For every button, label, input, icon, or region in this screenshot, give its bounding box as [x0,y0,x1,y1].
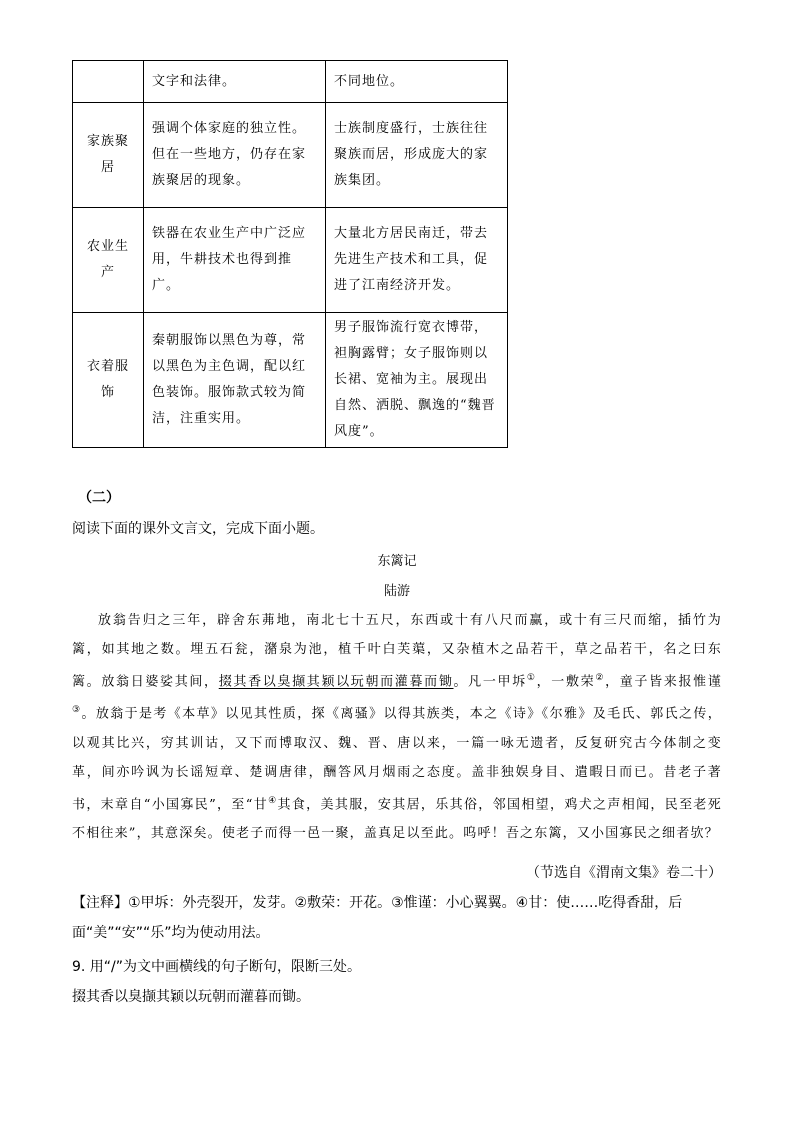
passage-text: ，童子皆来报惟谨 [605,674,722,690]
footnote-marker: ① [526,673,537,683]
underlined-sentence: 掇其香以臭撷其颖以玩朝而灌暮而锄 [218,674,454,690]
table-row [73,61,508,103]
table-cell: 农业生产 [73,208,144,313]
passage-source: （节选自《渭南文集》卷二十） [526,865,722,881]
comparison-table [72,60,508,448]
passage-text: 放翁告归之三年，辟舍东茀地，南北七十五尺，东西或十有八尺而赢，或十有三尺而缩，插竹为篱，如其地之数。埋五石瓮，潴泉为池，植千叶白芙蕖，又杂植木之品若干，草之品若干，名之曰东篱。放翁日婆娑其间， [72,613,722,690]
footnote-marker: ③ [72,705,82,716]
table-cell [73,61,144,103]
instruction-text: 阅读下面的课外文言文，完成下面小题。 [72,521,324,537]
table-cell: 不同地位。 [326,61,508,103]
table-cell: 铁器在农业生产中广泛应用，牛耕技术也得到推广。 [144,208,326,313]
table-cell: 男子服饰流行宽衣博带，袒胸露臂；女子服饰则以长裙、宽袖为主。展现出自然、洒脱、飘逸的“魏晋风度”。 [326,313,508,448]
table-cell: 强调个体家庭的独立性。但在一些地方，仍存在家族聚居的现象。 [144,103,326,208]
table-cell: 大量北方居民南迁，带去先进生产技术和工具，促进了江南经济开发。 [326,208,508,313]
passage-text: 。放翁于是考《本草》以见其性质，探《离骚》以得其族类，本之《诗》《尔雅》及毛氏、郭氏之传，以观其比兴，穷其训诂，又下而博取汉、魏、晋、唐以来，一篇一咏无遗者，反复研究古今体制之变革，间亦吟讽为长谣短章、楚调唐律，酬答风月烟雨之态度。盖非独娱身目、遣暇日而已。昔老子著书，末章自“小国寡民”，至“甘 [72,706,722,812]
table-cell: 衣着服饰 [73,313,144,448]
question-sentence: 掇其香以臭撷其颖以玩朝而灌暮而锄。 [72,989,310,1005]
passage-text: 。凡一甲坼 [453,674,527,690]
table-row [73,208,508,313]
table-cell: 秦朝服饰以黑色为尊，常以黑色为主色调，配以红色装饰。服饰款式较为简洁，注重实用。 [144,313,326,448]
table-row [73,103,508,208]
footnote-marker: ④ [268,795,278,806]
passage-title: 东篱记 [377,554,417,569]
question-9: 9. 用“/”为文中画横线的句子断句，限断三处。 [72,959,362,975]
footnote-marker: ② [595,673,606,683]
table-cell: 家族聚居 [73,103,144,208]
table-cell: 文字和法律。 [144,61,326,103]
passage-author: 陆游 [383,584,410,599]
passage-text: ，一敷荣 [536,674,596,690]
table-row [73,313,508,448]
passage-text: 其食，美其服，安其居，乐其俗，邻国相望，鸡犬之声相闻，民至老死不相往来”，其意深矣。使老子而得一邑一聚，盖真足以至此。呜呼！吾之东篱，又小国寡民之细者欤？ [72,796,722,841]
table-cell: 士族制度盛行，士族往往聚族而居，形成庞大的家族集团。 [326,103,508,208]
section-heading: （二） [78,490,120,506]
annotation-notes: 【注释】①甲坼：外壳裂开，发芽。②敷荣：开花。③惟谨：小心翼翼。④甘：使……吃得香甜，后面“美”“安”“乐”均为使动用法。 [72,895,683,941]
passage-body [72,606,722,848]
